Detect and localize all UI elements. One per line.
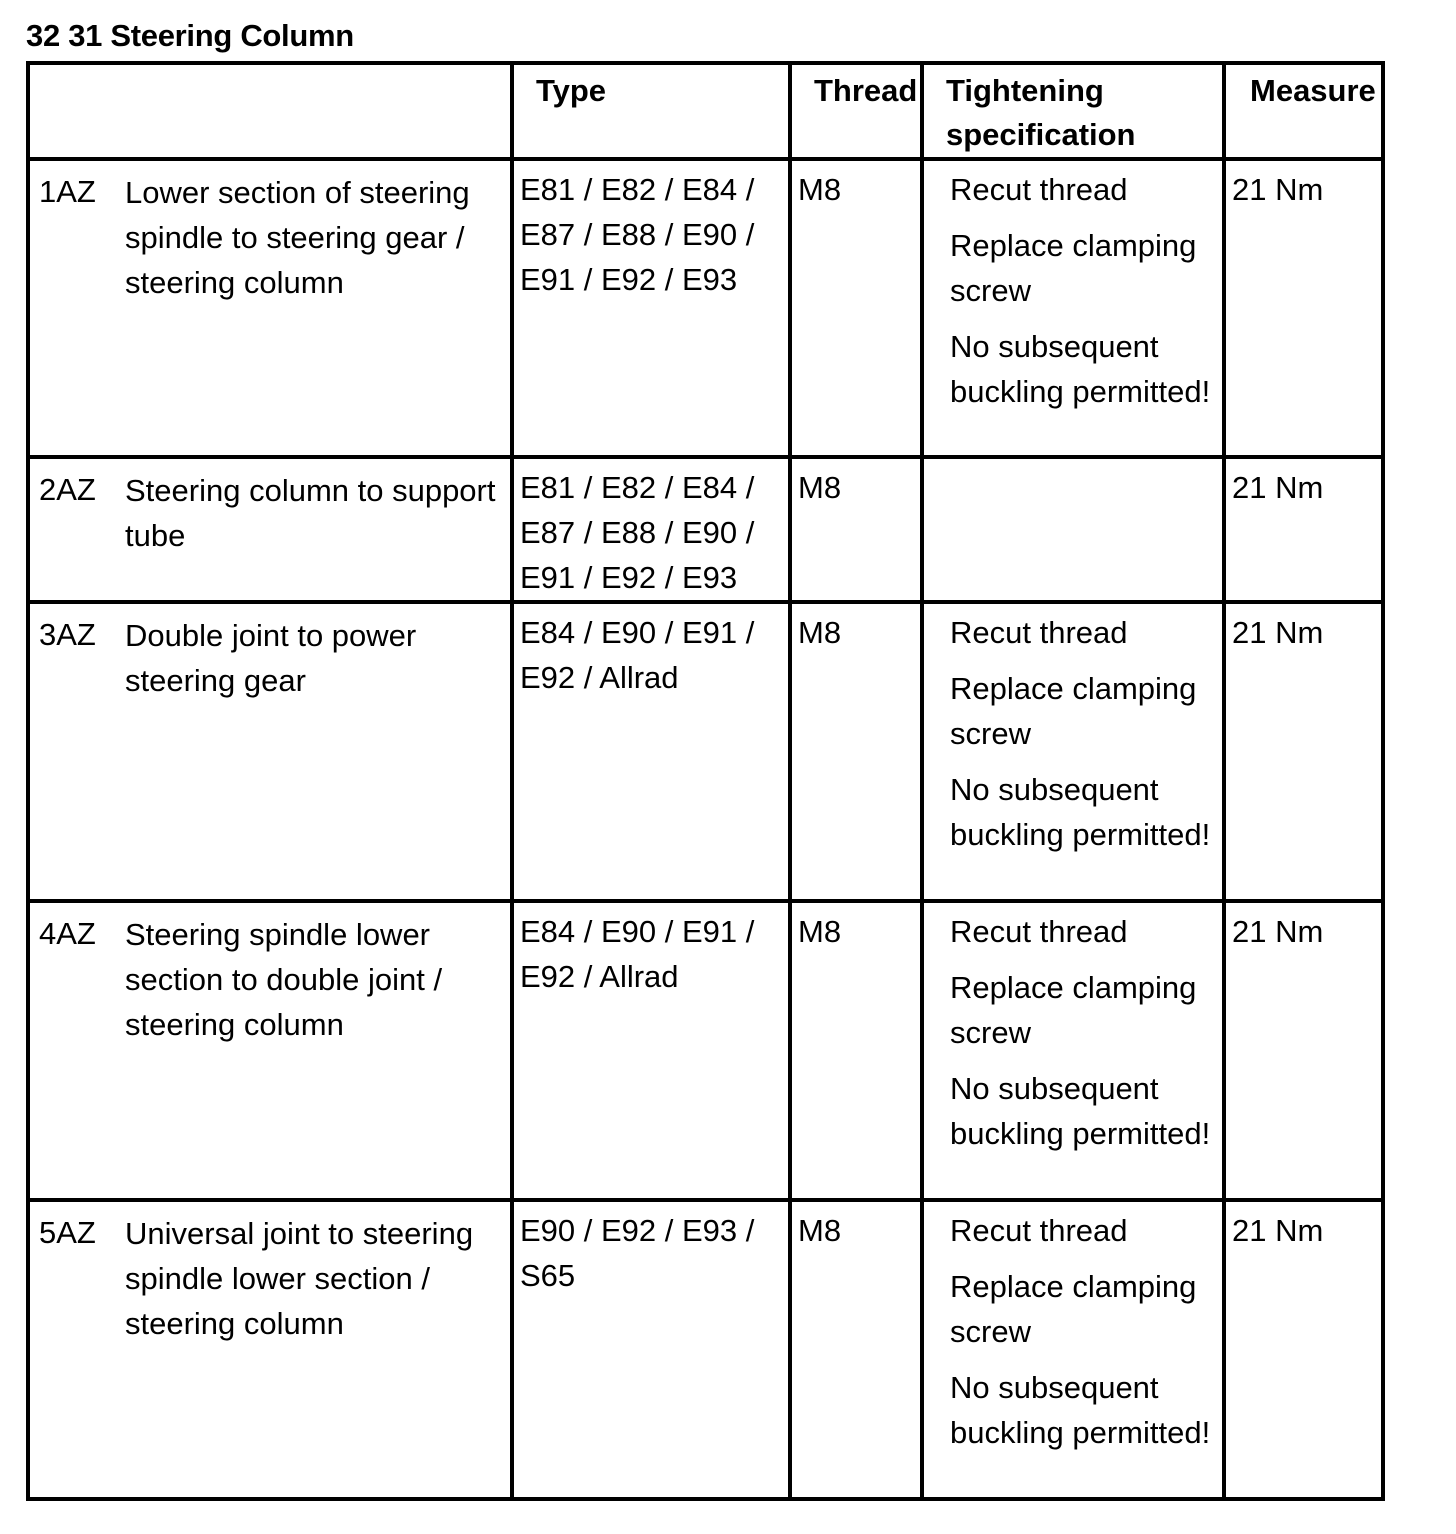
- table-row: [28, 159, 1383, 457]
- tightening-step: Replace clamping screw: [950, 970, 1197, 1050]
- thread-cell: [790, 159, 922, 457]
- header-measure: Measure: [1224, 63, 1383, 159]
- measure-value: 21 Nm: [1232, 914, 1324, 949]
- header-tightening-specification: Tightening specification: [922, 63, 1224, 159]
- tightening-cell: [922, 602, 1224, 901]
- tightening-step: Recut thread: [950, 615, 1128, 650]
- position-cell: [28, 1200, 512, 1499]
- thread-value: M8: [798, 615, 842, 650]
- measure-cell: [1224, 159, 1383, 457]
- header-position: [28, 63, 512, 159]
- type-cell: [512, 159, 790, 457]
- type-cell: [512, 602, 790, 901]
- position-code: 1AZ: [39, 174, 96, 209]
- position-description: Double joint to power steering gear: [125, 618, 417, 698]
- table-row: [28, 1200, 1383, 1499]
- table-row: [28, 901, 1383, 1200]
- tightening-step: No subsequent buckling permitted!: [950, 1071, 1211, 1151]
- tightening-step: Replace clamping screw: [950, 671, 1197, 751]
- thread-value: M8: [798, 172, 842, 207]
- thread-cell: [790, 1200, 922, 1499]
- type-value: E84 / E90 / E91 / E92 / Allrad: [520, 914, 755, 994]
- position-description: Steering column to support tube: [125, 473, 496, 553]
- thread-cell: [790, 602, 922, 901]
- thread-value: M8: [798, 914, 842, 949]
- tightening-cell: [922, 457, 1224, 602]
- measure-cell: [1224, 457, 1383, 602]
- tightening-step: Replace clamping screw: [950, 228, 1197, 308]
- type-value: E81 / E82 / E84 / E87 / E88 / E90 / E91 / E92 / E93: [520, 172, 755, 297]
- type-cell: [512, 1200, 790, 1499]
- type-cell: [512, 901, 790, 1200]
- tightening-step: Recut thread: [950, 1213, 1128, 1248]
- type-value: E81 / E82 / E84 / E87 / E88 / E90 / E91 / E92 / E93: [520, 470, 755, 595]
- page-title: 32 31 Steering Column: [26, 18, 354, 53]
- measure-value: 21 Nm: [1232, 615, 1324, 650]
- tightening-step: Replace clamping screw: [950, 1269, 1197, 1349]
- thread-value: M8: [798, 1213, 842, 1248]
- thread-cell: [790, 901, 922, 1200]
- position-code: 5AZ: [39, 1215, 96, 1250]
- position-cell: [28, 602, 512, 901]
- tightening-cell: [922, 901, 1224, 1200]
- measure-value: 21 Nm: [1232, 172, 1324, 207]
- measure-cell: [1224, 901, 1383, 1200]
- tightening-step: Recut thread: [950, 914, 1128, 949]
- type-value: E84 / E90 / E91 / E92 / Allrad: [520, 615, 755, 695]
- position-code: 3AZ: [39, 617, 96, 652]
- position-code: 2AZ: [39, 472, 96, 507]
- table-row: [28, 602, 1383, 901]
- header-type: Type: [512, 63, 790, 159]
- table-row: [28, 457, 1383, 602]
- type-value: E90 / E92 / E93 / S65: [520, 1213, 755, 1293]
- position-description: Lower section of steering spindle to steering gear / steering column: [125, 175, 470, 300]
- measure-value: 21 Nm: [1232, 470, 1324, 505]
- measure-cell: [1224, 602, 1383, 901]
- type-cell: [512, 457, 790, 602]
- tightening-step: No subsequent buckling permitted!: [950, 1370, 1211, 1450]
- header-thread: Thread: [790, 63, 922, 159]
- table-header-row: [28, 63, 1383, 159]
- tightening-cell: [922, 1200, 1224, 1499]
- measure-value: 21 Nm: [1232, 1213, 1324, 1248]
- steering-column-spec-table: [26, 61, 1385, 1501]
- position-description: Steering spindle lower section to double joint / steering column: [125, 917, 443, 1042]
- position-cell: [28, 457, 512, 602]
- position-cell: [28, 159, 512, 457]
- position-code: 4AZ: [39, 916, 96, 951]
- tightening-step: No subsequent buckling permitted!: [950, 329, 1211, 409]
- measure-cell: [1224, 1200, 1383, 1499]
- thread-cell: [790, 457, 922, 602]
- tightening-step: Recut thread: [950, 172, 1128, 207]
- position-cell: [28, 901, 512, 1200]
- position-description: Universal joint to steering spindle lower section / steering column: [125, 1216, 474, 1341]
- tightening-cell: [922, 159, 1224, 457]
- tightening-step: No subsequent buckling permitted!: [950, 772, 1211, 852]
- thread-value: M8: [798, 470, 842, 505]
